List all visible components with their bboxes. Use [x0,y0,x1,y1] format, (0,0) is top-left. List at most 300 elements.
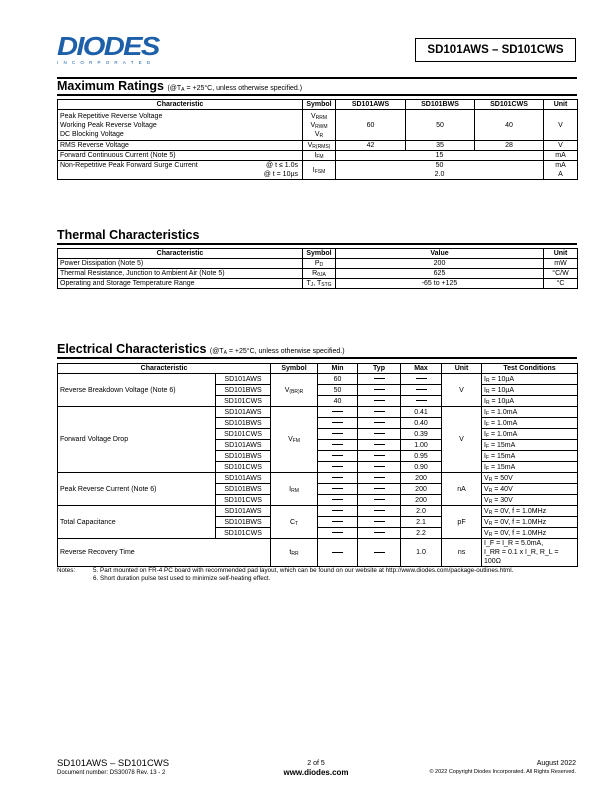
max-cell [401,374,442,385]
column-header: SD101BWS [406,100,475,110]
symbol-main: I [484,419,486,427]
dash-mark [332,477,343,478]
symbol-sub: STG [321,282,332,288]
dash-mark [374,378,385,379]
characteristic-cell: Peak Reverse Current (Note 6) [58,473,216,506]
symbol-main: I [312,166,315,174]
column-header: Symbol [271,364,318,374]
symbol-sub: R [488,509,493,516]
characteristic-cell: Power Dissipation (Note 5) [58,259,303,269]
characteristic-cell: Operating and Storage Temperature Range [58,279,303,289]
symbol-main: V [484,507,489,515]
header-row [58,100,578,110]
min-cell [318,517,358,528]
symbol-cell [303,269,336,279]
symbol-sub: (BR)R [289,388,304,395]
column-header: Symbol [303,100,336,110]
dash-mark [332,433,343,434]
symbol-main: V [307,142,313,149]
part-number-cell: SD101AWS [216,506,271,517]
symbol-main: I [484,430,486,438]
test-condition-text: = 0V, f = 1.0MHz [492,529,547,537]
symbol-main: I [484,397,486,405]
test-condition-text: = 15mA [489,463,516,471]
typ-cell [358,484,401,495]
part-number-cell: SD101BWS [216,517,271,528]
min-cell [318,451,358,462]
symbol-main: V [284,386,290,394]
part-number-cell: SD101CWS [216,396,271,407]
note-6: 6. Short duration pulse test used to minimize self-heating effect. [93,575,271,582]
dash-mark [332,466,343,467]
dash-mark [374,411,385,412]
characteristic-text: Working Peak Reverse Voltage [60,121,157,129]
unit-line: A [558,171,563,178]
min-cell [318,473,358,484]
typ-cell [358,440,401,451]
footer-date: August 2022 [536,760,576,767]
min-cell [318,407,358,418]
dash-mark [332,444,343,445]
header-row [58,249,578,259]
min-cell [318,495,358,506]
test-condition-text: = 30V [492,496,513,504]
symbol-main: I [484,441,486,449]
symbol-line [305,112,333,121]
heading-text: Electrical Characteristics [57,342,207,356]
table-row [58,473,578,484]
symbol-sub: R [488,498,493,505]
value-cell: 28 [475,141,544,151]
test-condition-text: = 10µA [489,386,515,394]
footer-left [57,759,169,777]
part-number-cell: SD101AWS [216,473,271,484]
symbol-cell [303,141,336,151]
characteristic-text: DC Blocking Voltage [60,130,124,138]
symbol-cell [303,110,336,141]
max-cell: 0.90 [401,462,442,473]
dash-mark [332,552,343,553]
part-number-cell: SD101BWS [216,451,271,462]
min-cell [318,429,358,440]
characteristic-cell: Forward Voltage Drop [58,407,216,473]
column-header: Unit [544,249,578,259]
characteristic-cell [58,151,303,161]
symbol-sub: F [485,465,490,472]
unit-cell: ns [442,539,482,567]
min-cell: 60 [318,374,358,385]
max-cell: 2.1 [401,517,442,528]
test-condition-cell [482,407,578,418]
symbol-main: I [314,152,317,159]
column-header: Characteristic [58,249,303,259]
unit-cell: V [544,141,578,151]
dash-mark [374,433,385,434]
value-cell: 42 [336,141,406,151]
test-condition-cell [482,484,578,495]
symbol-sub: R [319,132,324,139]
test-condition-cell [482,374,578,385]
max-cell: 0.41 [401,407,442,418]
column-header: Characteristic [58,364,271,374]
max-cell: 0.95 [401,451,442,462]
test-condition-cell [482,429,578,440]
test-condition-text: = 15mA [489,452,516,460]
dash-mark [374,477,385,478]
condition-line: @ t ≤ 1.0s [266,162,298,169]
symbol-main: V [484,496,489,504]
dash-mark [332,411,343,412]
symbol-cell [303,279,336,289]
section-rule [57,243,577,245]
characteristic-cell [58,110,303,141]
electrical-table [57,363,578,567]
dash-mark [332,422,343,423]
table-row [58,161,578,180]
footer-website[interactable]: www.diodes.com [283,768,349,777]
symbol-main: t [289,549,292,556]
test-condition-cell [482,462,578,473]
symbol-sub: RR [291,551,299,557]
thermal-heading: Thermal Characteristics [57,228,200,242]
test-condition-text: = 0V, f = 1.0MHz [492,518,547,526]
value-cell: -65 to +125 [336,279,544,289]
part-number-cell: SD101CWS [216,495,271,506]
typ-cell [358,495,401,506]
dash-mark [374,389,385,390]
symbol-line [305,151,333,160]
symbol-sub: D [319,262,324,268]
min-cell [318,528,358,539]
test-condition-cell [482,385,578,396]
symbol-main: V [310,112,316,120]
symbol-main: R [312,270,318,277]
column-header: Test Conditions [482,364,578,374]
symbol-sub: θJA [317,272,326,278]
symbol-line [305,141,333,150]
test-condition-line: I_F = I_R = 5.0mA, [484,540,544,547]
symbol-sub: R(RMS) [312,144,331,150]
column-header: Symbol [303,249,336,259]
heading-condition: ($@T_A = +25^\circ C$, unless otherwise specified.) [167,85,303,93]
characteristic-line [60,121,300,130]
symbol-cell [303,151,336,161]
symbol-sub: J [310,282,314,288]
typ-cell [358,528,401,539]
characteristic-text: Non-Repetitive Peak Forward Surge Current [60,162,198,169]
test-condition-text: = 40V [492,485,513,493]
symbol-sub: R [488,476,493,483]
typ-cell [358,462,401,473]
dash-mark [374,488,385,489]
min-cell [318,539,358,567]
value-line: 2.0 [434,171,445,178]
symbol-cell [271,506,318,539]
symbol-main: I [484,408,486,416]
symbol-sub: RRM [315,114,328,121]
max-cell: 0.40 [401,418,442,429]
test-condition-line: I_RR = 0.1 x I_R, R_L = 100Ω [484,549,559,565]
max-cell: 200 [401,484,442,495]
table-row [58,141,578,151]
value-cell: 200 [336,259,544,269]
characteristic-text: Peak Repetitive Reverse Voltage [60,112,163,120]
characteristic-cell: Thermal Resistance, Junction to Ambient Air (Note 5) [58,269,303,279]
heading-text: Maximum Ratings [57,79,164,93]
footer-copyright: © 2022 Copyright Diodes Incorporated. All Rights Reserved. [429,769,576,775]
test-condition-cell [482,473,578,484]
typ-cell [358,407,401,418]
symbol-main: I [484,386,486,394]
symbol-cell [303,161,336,180]
symbol-main: C [289,518,296,526]
value-cell: 60 [336,110,406,141]
min-cell [318,462,358,473]
dash-mark [374,499,385,500]
symbol-sub: F [485,410,490,417]
unit-cell: mA [544,151,578,161]
symbol-sub: R [488,487,493,494]
min-cell [318,418,358,429]
symbol-sub: F [485,454,490,461]
part-number-cell: SD101AWS [216,374,271,385]
symbol-cell [271,473,318,506]
symbol-main: T [306,280,311,287]
characteristic-text: RMS Reverse Voltage [60,142,129,149]
symbol-line [305,130,333,139]
value-line: 50 [435,162,444,169]
test-condition-text: = 15mA [489,441,516,449]
characteristic-cell [58,141,303,151]
unit-cell: V [442,407,482,473]
symbol-sub: T [295,520,299,527]
dash-mark [332,510,343,511]
symbol-main: V [310,121,316,129]
notes [57,567,513,583]
test-condition-text: = 10µA [489,397,515,405]
characteristic-line [60,130,300,139]
symbol-sub: R [485,377,490,384]
test-condition-cell [482,451,578,462]
dash-mark [374,422,385,423]
table-row [58,506,578,517]
unit-cell: V [544,110,578,141]
characteristic-cell: Total Capacitance [58,506,216,539]
footer-docnum: Document number: DS30078 Rev. 13 - 2 [57,770,166,776]
characteristic-line [60,141,300,150]
test-condition-cell [482,517,578,528]
test-condition-cell [482,506,578,517]
dash-mark [374,510,385,511]
typ-cell [358,473,401,484]
value-cell: 15 [336,151,544,161]
dash-mark [332,521,343,522]
min-cell [318,440,358,451]
table-row [58,279,578,289]
dash-mark [416,378,427,379]
dash-mark [374,466,385,467]
column-header: SD101CWS [475,100,544,110]
symbol-cell [271,374,318,407]
value-cell: 50 [406,110,475,141]
unit-cell: nA [442,473,482,506]
part-number-cell: SD101CWS [216,462,271,473]
column-header: Min [318,364,358,374]
notes-label: Notes: [57,567,76,574]
symbol-main: I [484,375,486,383]
max-cell: 1.00 [401,440,442,451]
test-condition-text: = 1.0mA [489,430,518,438]
dash-mark [416,389,427,390]
max-cell: 0.39 [401,429,442,440]
table-row [58,259,578,269]
symbol-main: I [289,485,292,493]
typ-cell [358,517,401,528]
symbol-main: P [314,260,320,267]
symbol-sub: F [485,421,490,428]
heading-condition: ($@T_A = +25^\circ C$, unless otherwise specified.) [209,348,345,356]
symbol-main: V [314,130,320,138]
footer-page: 2 of 5 [307,760,325,767]
part-title: SD101AWS – SD101CWS [415,38,576,62]
test-condition-text: = 0V, f = 1.0MHz [492,507,547,515]
characteristic-cell [58,161,303,180]
symbol-sub: FM [292,438,300,444]
symbol-main: V [484,485,489,493]
max-ratings-table [57,99,578,180]
max-cell: 1.0 [401,539,442,567]
part-number-cell: SD101CWS [216,528,271,539]
characteristic-line [60,161,300,179]
symbol-line [305,166,333,175]
symbol-main: V [484,518,489,526]
diodes-logo [57,33,162,63]
column-header: Max [401,364,442,374]
min-cell [318,484,358,495]
max-cell: 200 [401,473,442,484]
test-condition-cell [482,396,578,407]
column-header: Characteristic [58,100,303,110]
section-rule [57,357,577,359]
symbol-main: I [484,452,486,460]
footer-part: SD101AWS – SD101CWS [57,758,170,769]
unit-cell: mW [544,259,578,269]
test-condition-text: = 1.0mA [489,419,518,427]
column-header: Unit [544,100,578,110]
test-condition-text: = 10µA [489,375,515,383]
characteristic-text: Forward Continuous Current (Note 5) [60,152,176,159]
column-header: Value [336,249,544,259]
test-condition-text: = 1.0mA [489,408,518,416]
symbol-sub: FM [316,154,324,160]
dash-mark [374,521,385,522]
unit-cell: V [442,374,482,407]
symbol-sub: RM [291,487,299,494]
dash-mark [374,532,385,533]
header-row [58,364,578,374]
symbol-sub: FSM [314,168,326,175]
conditions [264,161,300,179]
table-row [58,110,578,141]
min-cell [318,506,358,517]
min-cell: 40 [318,396,358,407]
typ-cell [358,396,401,407]
typ-cell [358,429,401,440]
column-header: SD101AWS [336,100,406,110]
symbol-sub: R [488,531,493,538]
table-row [58,151,578,161]
dash-mark [332,532,343,533]
max-cell: 2.2 [401,528,442,539]
condition-line: @ t = 10µs [263,171,298,178]
table-row [58,374,578,385]
footer-center [256,760,376,777]
characteristic-line [60,151,300,160]
table-row [58,269,578,279]
unit-cell: pF [442,506,482,539]
note-5: 5. Part mounted on FR-4 PC board with recommended pad layout, which can be found on our website at http://www.diodes.com/package-outlines.html. [93,567,514,574]
part-number-cell: SD101CWS [216,429,271,440]
unit-line: mA [555,162,566,169]
dash-mark [332,499,343,500]
unit-cell: °C [544,279,578,289]
characteristic-cell: Reverse Breakdown Voltage (Note 6) [58,374,216,407]
section-rule [57,94,577,96]
unit-cell: °C/W [544,269,578,279]
test-condition-cell [482,539,578,567]
column-header: Typ [358,364,401,374]
table-row [58,539,578,567]
logo-subtitle: INCORPORATED [57,60,156,65]
symbol-main: V [288,436,293,443]
logo-wordmark: DIODES [57,31,159,61]
dash-mark [374,455,385,456]
symbol-sub: R [485,399,490,406]
symbol-main: V [484,529,489,537]
max-cell [401,385,442,396]
symbol-sub: F [485,443,490,450]
value-cell: 40 [475,110,544,141]
typ-cell [358,374,401,385]
typ-cell [358,451,401,462]
typ-cell [358,385,401,396]
footer-right [429,760,576,776]
part-number-cell: SD101BWS [216,484,271,495]
min-cell: 50 [318,385,358,396]
typ-cell [358,506,401,517]
test-condition-text: = 50V [492,474,513,482]
part-number-cell: SD101BWS [216,418,271,429]
test-condition-cell [482,495,578,506]
characteristic-cell: Reverse Recovery Time [58,539,271,567]
symbol-line [305,121,333,130]
symbol-sub: R [488,520,493,527]
value-cell [336,161,544,180]
symbol-cell [271,407,318,473]
dash-mark [416,400,427,401]
symbol-sub: R [485,388,490,395]
unit-cell [544,161,578,180]
symbol-cell [271,539,318,567]
part-number-cell: SD101BWS [216,385,271,396]
thermal-table [57,248,578,289]
test-condition-cell [482,528,578,539]
value-cell: 35 [406,141,475,151]
column-header: Unit [442,364,482,374]
dash-mark [374,552,385,553]
test-condition-cell [482,440,578,451]
part-number-cell: SD101AWS [216,407,271,418]
